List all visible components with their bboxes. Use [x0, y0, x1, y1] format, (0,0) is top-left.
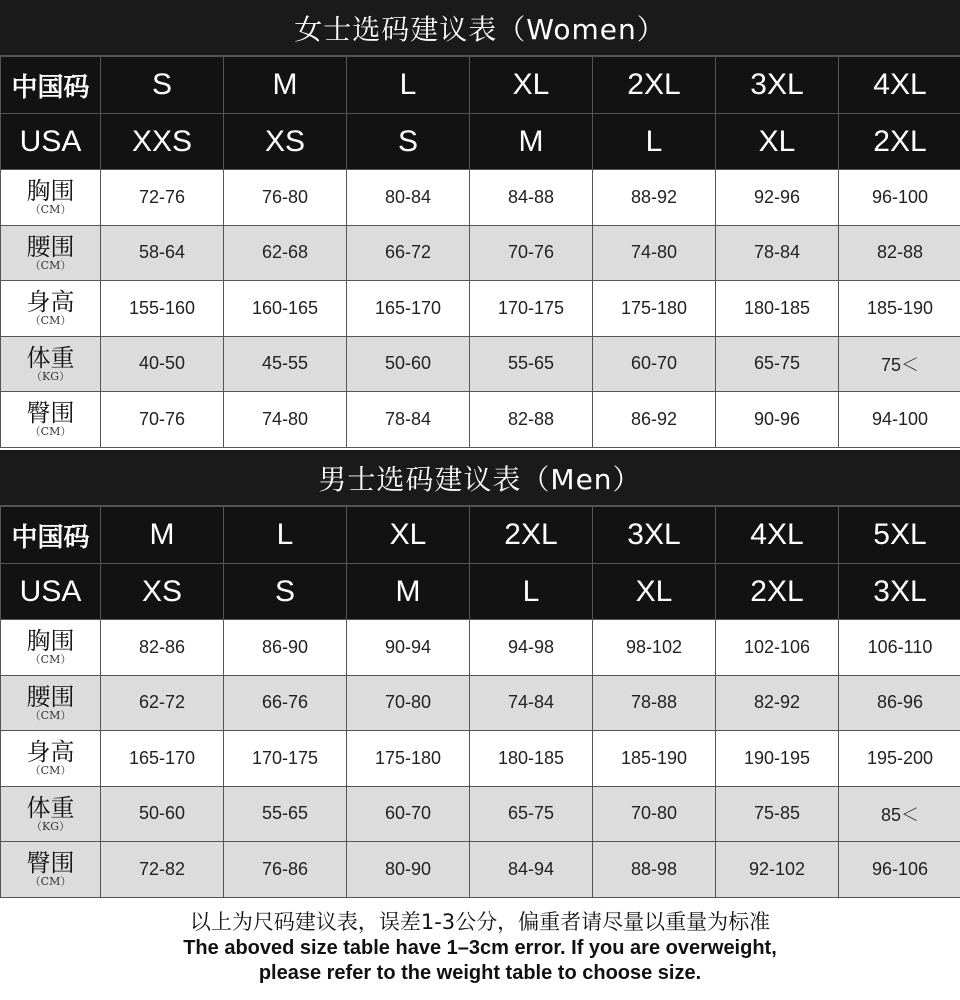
men-size-section — [0, 450, 960, 898]
usa-size-label: USA — [1, 114, 101, 170]
women-chest-row — [1, 170, 960, 226]
measure-name: 胸围 — [26, 627, 75, 656]
usa-size-cell: XL — [593, 564, 716, 620]
value-cell: 66-72 — [347, 225, 470, 281]
cn-size-cell: 3XL — [716, 57, 839, 114]
measure-label — [1, 281, 101, 337]
value-cell: 85＜ — [839, 786, 960, 842]
value-cell: 76-86 — [224, 842, 347, 898]
cn-size-cell: 5XL — [839, 507, 960, 564]
women-size-section — [0, 0, 960, 448]
value-cell: 82-88 — [839, 225, 960, 281]
value-cell: 96-106 — [839, 842, 960, 898]
women-table-title: 女士选码建议表（Women） — [0, 0, 960, 56]
women-usa-size-row — [1, 114, 960, 170]
women-waist-row — [1, 225, 960, 281]
measure-name: 臀围 — [26, 849, 75, 878]
value-cell: 55-65 — [470, 336, 593, 392]
measure-unit: （CM） — [29, 653, 72, 667]
value-cell: 90-96 — [716, 392, 839, 448]
value-cell: 62-72 — [101, 675, 224, 731]
value-cell: 74-80 — [224, 392, 347, 448]
usa-size-label: USA — [1, 564, 101, 620]
usa-size-cell: XS — [101, 564, 224, 620]
value-cell: 82-92 — [716, 675, 839, 731]
measure-label — [1, 842, 101, 898]
measure-label — [1, 225, 101, 281]
value-cell: 180-185 — [470, 731, 593, 787]
men-chest-row — [1, 620, 960, 676]
value-cell: 70-80 — [593, 786, 716, 842]
value-cell: 45-55 — [224, 336, 347, 392]
men-hip-row — [1, 842, 960, 898]
value-cell: 82-88 — [470, 392, 593, 448]
measure-unit: （KG） — [30, 369, 70, 383]
value-cell: 80-90 — [347, 842, 470, 898]
measure-name: 臀围 — [26, 399, 75, 428]
cn-size-cell: 2XL — [470, 507, 593, 564]
value-cell: 155-160 — [101, 281, 224, 337]
value-cell: 80-84 — [347, 170, 470, 226]
value-cell: 82-86 — [101, 620, 224, 676]
measure-unit: （CM） — [29, 425, 72, 439]
size-note-english-line-1: The aboved size table have 1–3cm error. If you are overweight, — [183, 937, 777, 959]
usa-size-cell: 3XL — [839, 564, 960, 620]
value-cell: 92-96 — [716, 170, 839, 226]
men-table-title: 男士选码建议表（Men） — [0, 450, 960, 506]
measure-label — [1, 786, 101, 842]
value-cell: 66-76 — [224, 675, 347, 731]
value-cell: 94-100 — [839, 392, 960, 448]
value-cell: 50-60 — [101, 786, 224, 842]
measure-label — [1, 392, 101, 448]
usa-size-cell: M — [470, 114, 593, 170]
value-cell: 175-180 — [347, 731, 470, 787]
measure-label — [1, 170, 101, 226]
men-height-row — [1, 731, 960, 787]
value-cell: 175-180 — [593, 281, 716, 337]
cn-size-label: 中国码 — [1, 57, 101, 114]
value-cell: 78-84 — [716, 225, 839, 281]
usa-size-cell: 2XL — [839, 114, 960, 170]
cn-size-cell: L — [224, 507, 347, 564]
value-cell: 65-75 — [716, 336, 839, 392]
cn-size-cell: 3XL — [593, 507, 716, 564]
value-cell: 84-94 — [470, 842, 593, 898]
value-cell: 76-80 — [224, 170, 347, 226]
measure-label — [1, 336, 101, 392]
measure-name: 身高 — [26, 288, 75, 317]
measure-name: 身高 — [26, 738, 75, 767]
measure-unit: （CM） — [29, 203, 72, 217]
women-size-table — [0, 56, 960, 448]
men-waist-row — [1, 675, 960, 731]
measure-unit: （CM） — [29, 708, 72, 722]
measure-unit: （CM） — [29, 875, 72, 889]
cn-size-label: 中国码 — [1, 507, 101, 564]
cn-size-cell: 4XL — [839, 57, 960, 114]
measure-label — [1, 731, 101, 787]
value-cell: 165-170 — [101, 731, 224, 787]
cn-size-cell: M — [101, 507, 224, 564]
usa-size-cell: L — [593, 114, 716, 170]
men-weight-row — [1, 786, 960, 842]
value-cell: 86-90 — [224, 620, 347, 676]
cn-size-cell: 4XL — [716, 507, 839, 564]
cn-size-cell: XL — [470, 57, 593, 114]
value-cell: 72-82 — [101, 842, 224, 898]
value-cell: 98-102 — [593, 620, 716, 676]
value-cell: 160-165 — [224, 281, 347, 337]
value-cell: 74-80 — [593, 225, 716, 281]
measure-unit: （CM） — [29, 314, 72, 328]
usa-size-cell: S — [224, 564, 347, 620]
measure-unit: （KG） — [30, 819, 70, 833]
usa-size-cell: L — [470, 564, 593, 620]
measure-name: 体重 — [26, 793, 75, 822]
value-cell: 62-68 — [224, 225, 347, 281]
value-cell: 185-190 — [839, 281, 960, 337]
value-cell: 75＜ — [839, 336, 960, 392]
measure-unit: （CM） — [29, 258, 72, 272]
value-cell: 78-88 — [593, 675, 716, 731]
women-hip-row — [1, 392, 960, 448]
value-cell: 70-76 — [470, 225, 593, 281]
value-cell: 88-92 — [593, 170, 716, 226]
value-cell: 190-195 — [716, 731, 839, 787]
value-cell: 102-106 — [716, 620, 839, 676]
value-cell: 88-98 — [593, 842, 716, 898]
value-cell: 180-185 — [716, 281, 839, 337]
value-cell: 72-76 — [101, 170, 224, 226]
cn-size-cell: L — [347, 57, 470, 114]
measure-unit: （CM） — [29, 764, 72, 778]
value-cell: 65-75 — [470, 786, 593, 842]
women-height-row — [1, 281, 960, 337]
usa-size-cell: XL — [716, 114, 839, 170]
value-cell: 84-88 — [470, 170, 593, 226]
value-cell: 40-50 — [101, 336, 224, 392]
value-cell: 92-102 — [716, 842, 839, 898]
usa-size-cell: 2XL — [716, 564, 839, 620]
value-cell: 58-64 — [101, 225, 224, 281]
value-cell: 86-92 — [593, 392, 716, 448]
value-cell: 70-76 — [101, 392, 224, 448]
value-cell: 75-85 — [716, 786, 839, 842]
value-cell: 94-98 — [470, 620, 593, 676]
value-cell: 60-70 — [347, 786, 470, 842]
value-cell: 50-60 — [347, 336, 470, 392]
value-cell: 60-70 — [593, 336, 716, 392]
value-cell: 165-170 — [347, 281, 470, 337]
measure-name: 体重 — [26, 343, 75, 372]
men-size-table — [0, 506, 960, 898]
men-usa-size-row — [1, 564, 960, 620]
size-note-chinese: 以上为尺码建议表，误差1-3公分，偏重者请尽量以重量为标准 — [189, 910, 771, 934]
value-cell: 86-96 — [839, 675, 960, 731]
value-cell: 106-110 — [839, 620, 960, 676]
women-weight-row — [1, 336, 960, 392]
value-cell: 90-94 — [347, 620, 470, 676]
men-cn-size-row — [1, 507, 960, 564]
value-cell: 55-65 — [224, 786, 347, 842]
value-cell: 170-175 — [470, 281, 593, 337]
cn-size-cell: XL — [347, 507, 470, 564]
usa-size-cell: M — [347, 564, 470, 620]
usa-size-cell: XXS — [101, 114, 224, 170]
value-cell: 195-200 — [839, 731, 960, 787]
cn-size-cell: M — [224, 57, 347, 114]
value-cell: 78-84 — [347, 392, 470, 448]
size-note — [0, 898, 960, 1000]
size-note-english-line-2: please refer to the weight table to choose size. — [258, 962, 702, 984]
measure-name: 胸围 — [26, 177, 75, 206]
value-cell: 96-100 — [839, 170, 960, 226]
measure-name: 腰围 — [26, 682, 75, 711]
measure-name: 腰围 — [26, 232, 75, 261]
measure-label — [1, 620, 101, 676]
measure-label — [1, 675, 101, 731]
value-cell: 74-84 — [470, 675, 593, 731]
value-cell: 70-80 — [347, 675, 470, 731]
usa-size-cell: XS — [224, 114, 347, 170]
women-cn-size-row — [1, 57, 960, 114]
value-cell: 170-175 — [224, 731, 347, 787]
usa-size-cell: S — [347, 114, 470, 170]
value-cell: 185-190 — [593, 731, 716, 787]
cn-size-cell: S — [101, 57, 224, 114]
cn-size-cell: 2XL — [593, 57, 716, 114]
